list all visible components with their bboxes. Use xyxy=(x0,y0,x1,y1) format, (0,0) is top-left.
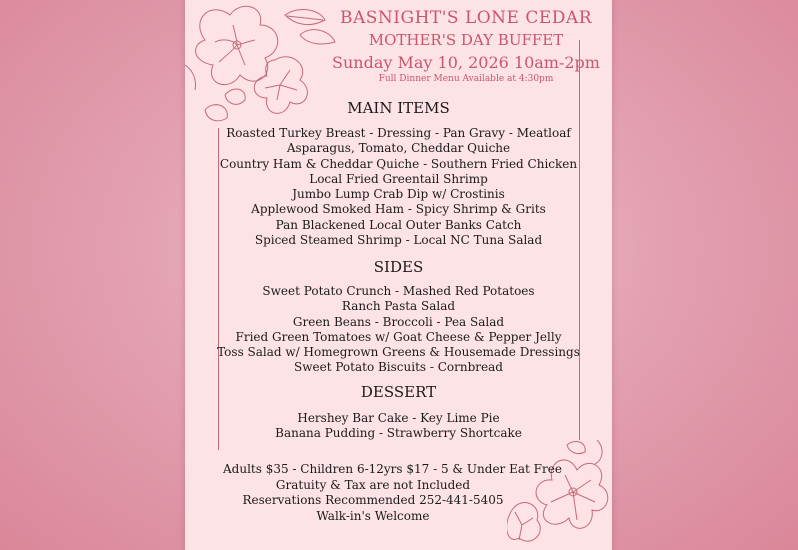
event-title: MOTHER'S DAY BUFFET xyxy=(368,31,564,49)
list-item: Jumbo Lump Crab Dip w/ Crostinis xyxy=(292,187,505,202)
main-items-heading: MAIN ITEMS xyxy=(347,99,450,117)
gratuity-note: Gratuity & Tax are not Included xyxy=(275,477,471,492)
walk-in-note: Walk-in's Welcome xyxy=(316,508,430,523)
list-item: Green Beans - Broccoli - Pea Salad xyxy=(292,314,505,329)
list-item: Spiced Steamed Shrimp - Local NC Tuna Salad xyxy=(254,233,543,248)
list-item: Local Fried Greentail Shrimp xyxy=(309,171,488,186)
list-item: Roasted Turkey Breast - Dressing - Pan Gravy - Meatloaf xyxy=(226,126,571,140)
price-line: Adults $35 - Children 6-12yrs $17 - 5 & Under Eat Free xyxy=(223,462,562,476)
list-item: Asparagus, Tomato, Cheddar Quiche xyxy=(286,141,511,156)
dinner-note: Full Dinner Menu Available at 4:30pm xyxy=(378,74,554,84)
dessert-heading: DESSERT xyxy=(360,383,437,401)
dessert-list xyxy=(185,411,612,442)
list-item: Fried Green Tomatoes w/ Goat Cheese & Pepper Jelly xyxy=(235,329,562,344)
list-item: Sweet Potato Biscuits - Cornbread xyxy=(294,360,503,375)
event-date-time: Sunday May 10, 2026 10am-2pm xyxy=(332,53,600,72)
pricing-info xyxy=(223,462,562,524)
reservation-note: Reservations Recommended 252-441-5405 xyxy=(242,493,504,507)
main-items-list xyxy=(185,126,612,248)
sides-list xyxy=(185,284,612,376)
list-item: Sweet Potato Crunch - Mashed Red Potatoes xyxy=(262,284,535,298)
list-item: Pan Blackened Local Outer Banks Catch xyxy=(275,217,522,232)
restaurant-name: BASNIGHT'S LONE CEDAR xyxy=(339,8,592,28)
list-item: Ranch Pasta Salad xyxy=(341,299,456,314)
list-item: Toss Salad w/ Homegrown Greens & Housemade Dressings xyxy=(217,345,580,360)
sides-heading: SIDES xyxy=(373,258,424,276)
list-item: Hershey Bar Cake - Key Lime Pie xyxy=(297,411,500,425)
list-item: Banana Pudding - Strawberry Shortcake xyxy=(275,426,522,441)
list-item: Country Ham & Cheddar Quiche - Southern Fried Chicken xyxy=(219,156,578,171)
menu-card xyxy=(185,0,612,550)
list-item: Applewood Smoked Ham - Spicy Shrimp & Grits xyxy=(251,202,546,217)
